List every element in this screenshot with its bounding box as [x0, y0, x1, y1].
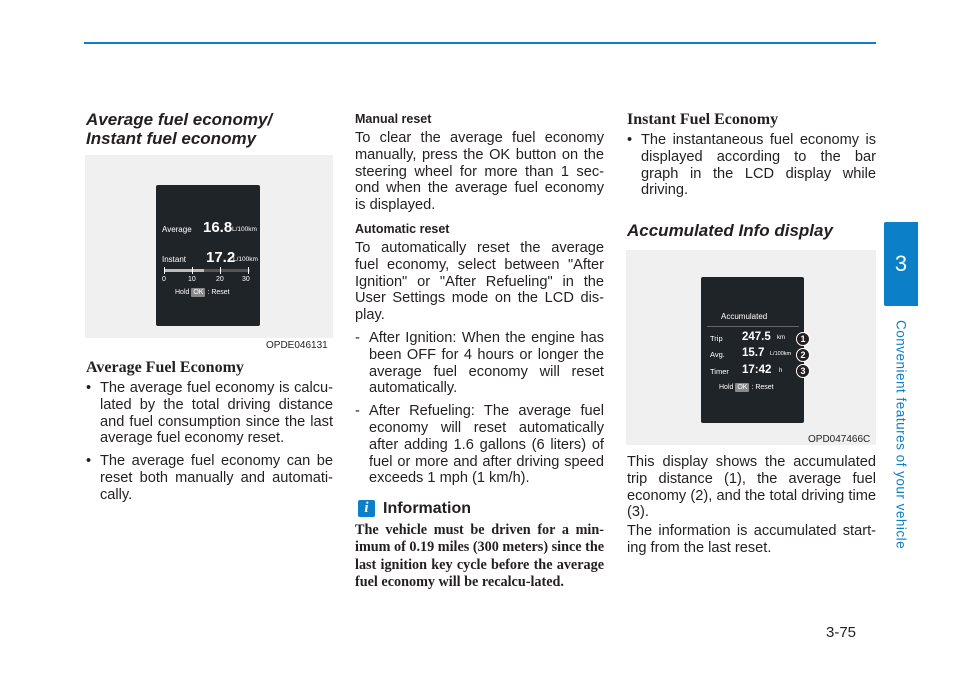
- avg-unit: L/100km: [770, 351, 792, 357]
- ok-badge: OK: [193, 289, 204, 296]
- list-item: • The average fuel economy is calcu-lated by the total driving distance and fuel consumption since the last average fuel economy reset.: [86, 380, 333, 447]
- instant-label: Instant: [162, 255, 187, 264]
- accumulated-title: Accumulated: [721, 312, 768, 321]
- information-text: The vehicle must be driven for a min-imum of 0.19 miles (300 meters) since the last ignition key cycle before the average fuel economy will be recalcu-lated.: [355, 522, 605, 590]
- accumulated-note: The information is accumulated start-ing from the last reset.: [627, 523, 876, 556]
- scale-tick: [248, 267, 249, 274]
- scale-tick: [220, 267, 221, 274]
- instant-unit: L/100km: [233, 256, 258, 263]
- figure-code: OPD047466C: [808, 434, 871, 445]
- scale-label: 10: [188, 276, 196, 283]
- timer-label: Timer: [710, 367, 729, 376]
- automatic-reset-text: To automatically reset the average fuel economy, select between "After Ignition" or "After Refueling" in the User Settings mode on the LCD dis-play.: [355, 240, 604, 324]
- header-rule: [84, 42, 876, 44]
- instant-bar-fill: [164, 269, 204, 272]
- list-item-text: After Ignition: When the engine has been OFF for 4 hours or longer the average fuel economy will reset automatically.: [369, 330, 604, 397]
- lcd-divider: [707, 326, 799, 327]
- scale-label: 0: [162, 276, 166, 283]
- timer-value: 17:42: [742, 364, 772, 376]
- automatic-reset-heading: Automatic reset: [355, 222, 450, 236]
- scale-label: 20: [216, 276, 224, 283]
- accumulated-info-figure: [626, 250, 876, 445]
- accumulated-heading: Accumulated Info display: [627, 221, 833, 240]
- trip-value: 247.5: [742, 331, 771, 343]
- hold-text: Hold: [175, 289, 190, 296]
- scale-tick: [164, 267, 165, 274]
- chapter-title: Convenient features of your vehicle: [893, 320, 909, 550]
- page-number: 3-75: [826, 624, 857, 641]
- accumulated-description: This display shows the accumulated trip distance (1), the average fuel economy (2), and the total driving time (3).: [627, 454, 876, 521]
- reset-hint: [719, 383, 774, 392]
- reset-text: : Reset: [751, 384, 774, 391]
- figure-code: OPDE046131: [266, 340, 328, 351]
- reset-hint: [175, 288, 230, 297]
- heading-line: Instant fuel economy: [86, 129, 257, 148]
- manual-reset-text: To clear the average fuel economy manually, press the OK button on the steering wheel for more than 1 sec-ond when the average fuel economy is displayed.: [355, 130, 604, 214]
- heading-line: Average fuel economy/: [86, 110, 273, 129]
- average-value: 16.8: [203, 219, 233, 236]
- list-item: • The instantaneous fuel economy is displayed according to the bar graph in the LCD display while driving.: [627, 132, 876, 199]
- trip-unit: km: [777, 335, 785, 341]
- ok-badge: OK: [737, 384, 748, 391]
- instant-fuel-heading: Instant Fuel Economy: [627, 111, 779, 128]
- avg-value: 15.7: [742, 347, 765, 359]
- bullet-list: [86, 380, 333, 510]
- timer-unit: h: [779, 368, 783, 374]
- manual-reset-heading: Manual reset: [355, 112, 432, 126]
- information-heading: Information: [383, 500, 471, 517]
- callout-3: 3: [796, 364, 810, 378]
- instrument-cluster-figure: [85, 155, 333, 338]
- hold-text: Hold: [719, 384, 734, 391]
- scale-tick: [192, 267, 193, 274]
- chapter-tab: 3: [884, 222, 918, 306]
- list-item: [355, 330, 604, 397]
- list-item: • The average fuel economy can be reset both manually and automati-cally.: [86, 453, 333, 503]
- subheading: Average Fuel Economy: [86, 359, 244, 376]
- lcd-display: [701, 277, 804, 423]
- chapter-title-sidebar: [880, 320, 922, 650]
- instant-bullet-list: [627, 132, 876, 199]
- trip-label: Trip: [710, 334, 723, 343]
- lcd-display: [156, 185, 260, 326]
- avg-label: Avg.: [710, 350, 725, 359]
- scale-label: 30: [242, 276, 250, 283]
- info-icon: i: [358, 500, 375, 517]
- list-item-text: After Refueling: The average fuel economy will reset automatically after adding 1.6 gallons (6 liters) of fuel or more and after driving speed exceeds 1 mph (1 km/h).: [369, 403, 604, 487]
- average-label: Average: [162, 225, 192, 234]
- dash-mark: -: [355, 330, 360, 346]
- reset-text: : Reset: [207, 289, 230, 296]
- callout-2: 2: [796, 348, 810, 362]
- list-item: [355, 403, 604, 487]
- callout-1: 1: [796, 332, 810, 346]
- section-heading: [86, 110, 336, 148]
- reset-options: [355, 330, 604, 493]
- dash-mark: -: [355, 403, 360, 420]
- instant-value: 17.2: [206, 249, 236, 266]
- average-unit: L/100km: [232, 226, 257, 233]
